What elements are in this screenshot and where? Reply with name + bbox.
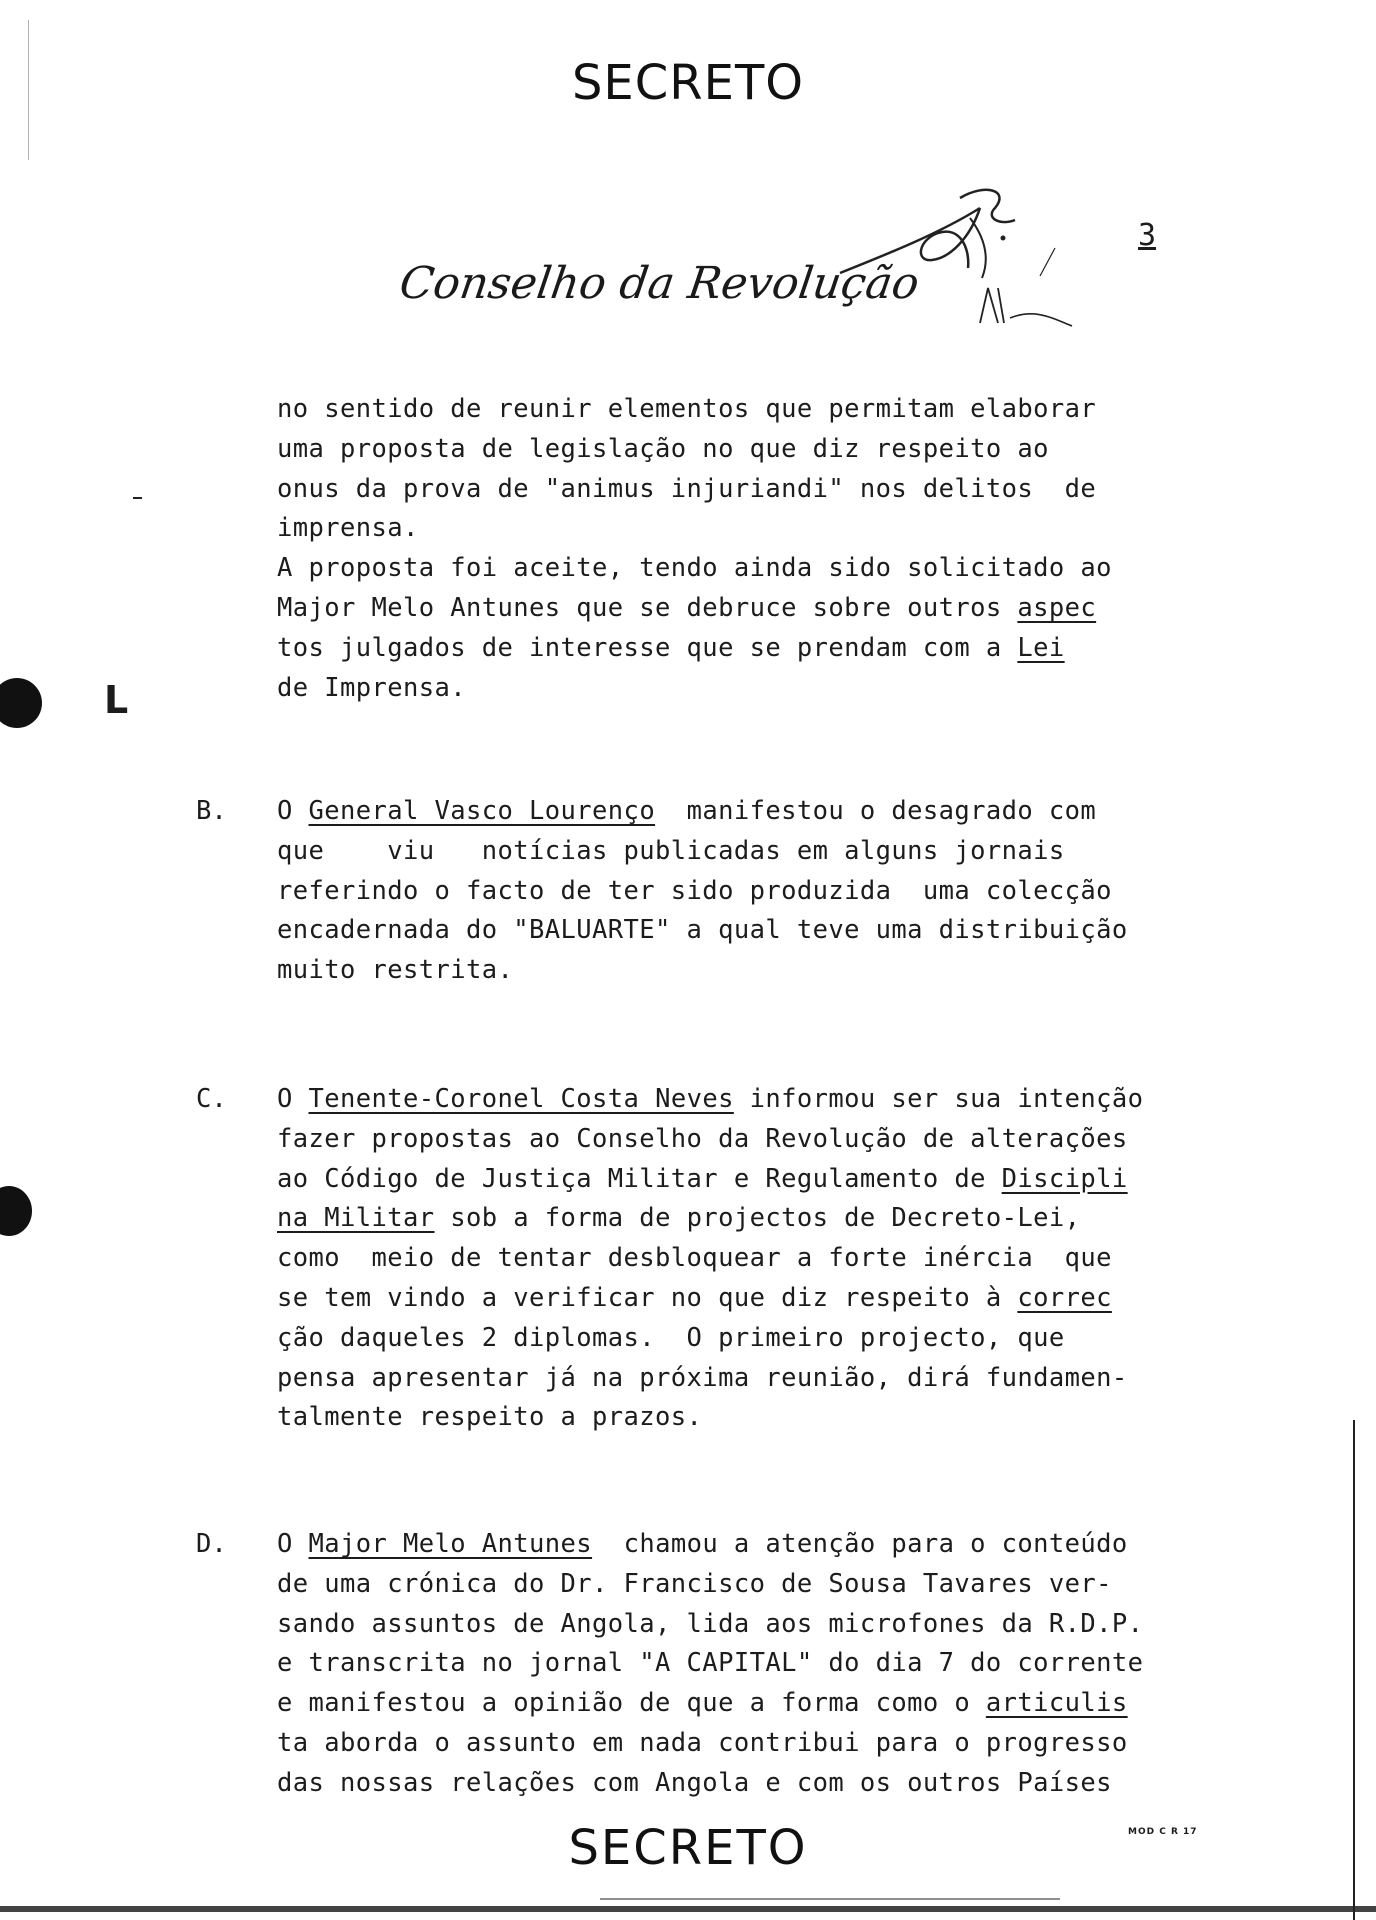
margin-letter: L xyxy=(104,678,129,722)
text-line: como meio de tentar desbloquear a forte inércia que xyxy=(277,1243,1112,1274)
text-line: se tem vindo a verificar no que diz respeito à correc xyxy=(277,1282,1112,1313)
text-line: sando assuntos de Angola, lida aos microfones da R.D.P. xyxy=(277,1608,1144,1639)
text-line: A proposta foi aceite, tendo ainda sido solicitado ao xyxy=(277,553,1112,584)
bottom-edge-line xyxy=(0,1906,1376,1912)
text-line: O Tenente-Coronel Costa Neves informou ser sua intenção xyxy=(277,1084,1144,1114)
item-d-paragraph xyxy=(277,1525,1277,1804)
item-label-d: D. xyxy=(196,1529,227,1559)
text-line: O General Vasco Lourenço manifestou o desagrado com xyxy=(277,796,1097,826)
text-line: muito restrita. xyxy=(277,955,514,986)
page-number: 3 xyxy=(1138,218,1157,253)
classification-bottom: SECRETO xyxy=(568,1820,808,1876)
text-line: ção daqueles 2 diplomas. O primeiro projecto, que xyxy=(277,1322,1065,1353)
form-code: MOD C R 17 xyxy=(1128,1827,1198,1837)
text-line: e transcrita no jornal "A CAPITAL" do dia 7 do corrente xyxy=(277,1648,1144,1679)
punch-hole-top xyxy=(0,678,42,728)
punch-hole-bottom xyxy=(0,1186,32,1236)
classification-top: SECRETO xyxy=(571,55,805,111)
text-line: na Militar sob a forma de projectos de Decreto-Lei, xyxy=(277,1203,1081,1234)
text-line: imprensa. xyxy=(277,513,419,544)
text-line: tos julgados de interesse que se prendam com a Lei xyxy=(277,632,1065,663)
text-line: onus da prova de "animus injuriandi" nos delitos de xyxy=(277,473,1097,504)
item-c-paragraph xyxy=(277,1080,1277,1438)
text-line: das nossas relações com Angola e com os outros Países xyxy=(277,1767,1112,1798)
text-line: pensa apresentar já na próxima reunião, dirá fundamen- xyxy=(277,1362,1128,1393)
bottom-edge-thin xyxy=(600,1898,1060,1900)
text-line: encadernada do "BALUARTE" a qual teve uma distribuição xyxy=(277,915,1128,946)
text-line: ta aborda o assunto em nada contribui para o progresso xyxy=(277,1727,1128,1758)
text-line: ao Código de Justiça Militar e Regulamento de Discipli xyxy=(277,1163,1128,1194)
item-label-c: C. xyxy=(196,1084,227,1114)
item-b-paragraph xyxy=(277,792,1277,991)
text-line: e manifestou a opinião de que a forma como o articulis xyxy=(277,1688,1128,1719)
intro-paragraph xyxy=(277,390,1277,708)
text-line: referindo o facto de ter sido produzida uma colecção xyxy=(277,875,1112,906)
text-line: de uma crónica do Dr. Francisco de Sousa Tavares ver- xyxy=(277,1568,1112,1599)
text-line: talmente respeito a prazos. xyxy=(277,1402,703,1433)
text-line: Major Melo Antunes que se debruce sobre outros aspec xyxy=(277,592,1097,623)
text-line: uma proposta de legislação no que diz respeito ao xyxy=(277,433,1049,464)
item-label-b: B. xyxy=(196,796,227,826)
text-line: de Imprensa. xyxy=(277,672,467,703)
text-line: no sentido de reunir elementos que permitam elaborar xyxy=(277,394,1097,424)
council-letterhead: Conselho da Revolução xyxy=(396,258,923,309)
text-line: O Major Melo Antunes chamou a atenção para o conteúdo xyxy=(277,1529,1128,1559)
text-line: que viu notícias publicadas em alguns jornais xyxy=(277,835,1065,866)
text-line: fazer propostas ao Conselho da Revolução de alterações xyxy=(277,1123,1128,1154)
margin-dash xyxy=(133,497,142,499)
